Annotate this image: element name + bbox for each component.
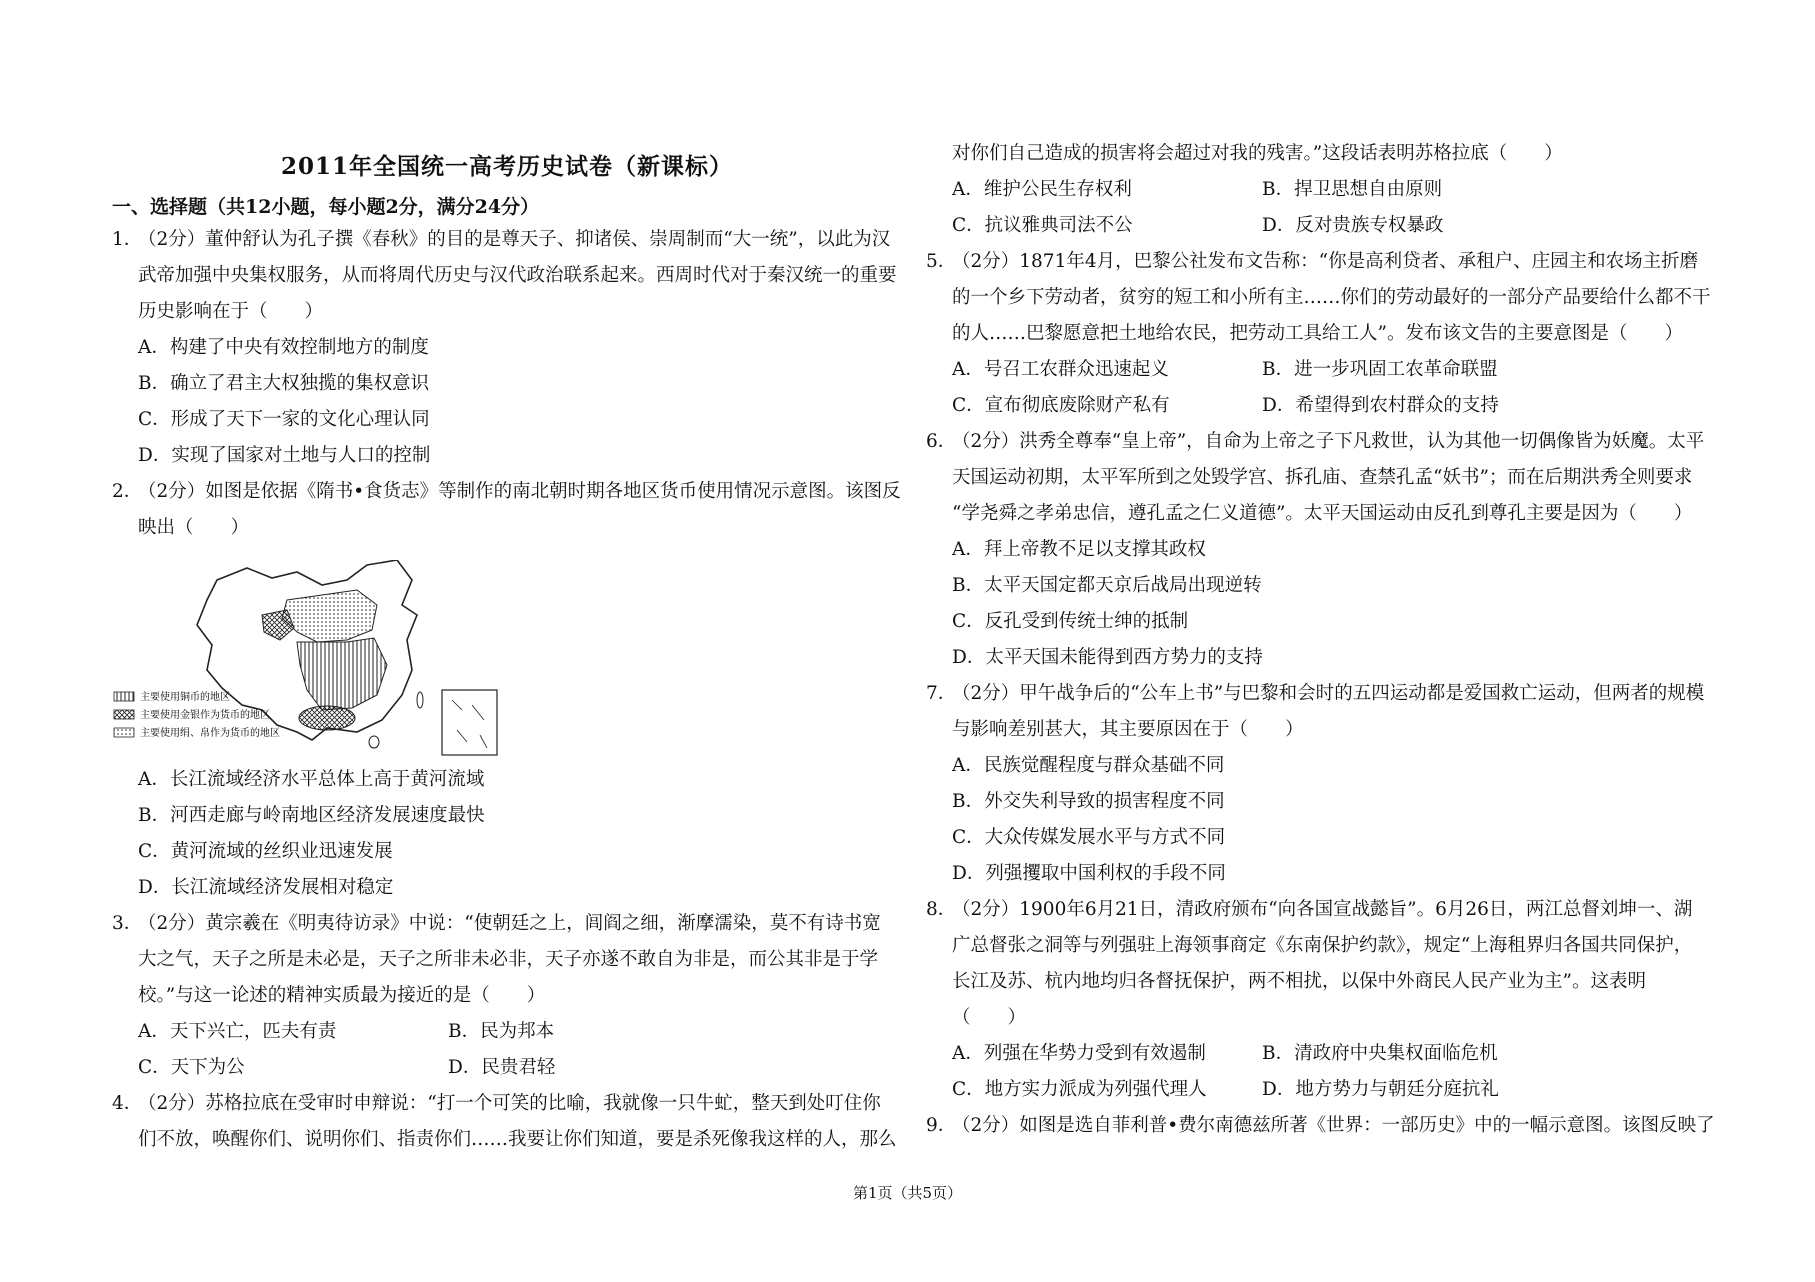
option-a[interactable]: A．列强在华势力受到有效遏制 bbox=[952, 1043, 1206, 1064]
option-d[interactable]: D．列强攫取中国利权的手段不同 bbox=[952, 863, 1226, 884]
option-d[interactable]: D．太平天国未能得到西方势力的支持 bbox=[952, 647, 1263, 668]
option-a[interactable]: A．天下兴亡，匹夫有责 bbox=[138, 1021, 337, 1042]
option-c[interactable]: C．反孔受到传统士绅的抵制 bbox=[952, 611, 1189, 632]
option-a[interactable]: A．构建了中央有效控制地方的制度 bbox=[138, 337, 429, 358]
option-b[interactable]: B．太平天国定都天京后战局出现逆转 bbox=[952, 575, 1262, 596]
question-8 bbox=[926, 892, 1722, 1108]
option-c[interactable]: C．抗议雅典司法不公 bbox=[952, 215, 1133, 236]
legend-silk: 主要使用绢、帛作为货币的地区 bbox=[140, 728, 280, 739]
question-text: 们不放，唤醒你们、说明你们、指责你们……我要让你们知道，要是杀死像我这样的人，那么 bbox=[138, 1129, 897, 1150]
question-text: （ ） bbox=[952, 1007, 1027, 1028]
question-5 bbox=[926, 244, 1722, 424]
south-sea-inset bbox=[442, 690, 497, 755]
question-number: 5． bbox=[926, 251, 957, 272]
question-2-options bbox=[112, 762, 902, 906]
question-text: 长江及苏、杭内地均归各督抚保护，两不相扰，以保中外商民人民产业为主”。这表明 bbox=[952, 971, 1646, 992]
question-7 bbox=[926, 676, 1722, 892]
question-text: （2分）洪秀全尊奉“皇上帝”，自命为上帝之子下凡救世，认为其他一切偶像皆为妖魔。太平 bbox=[952, 431, 1705, 452]
option-b[interactable]: B．外交失利导致的损害程度不同 bbox=[952, 791, 1225, 812]
question-number: 1． bbox=[112, 229, 143, 250]
option-d[interactable]: D．希望得到农村群众的支持 bbox=[1262, 395, 1499, 416]
question-number: 6． bbox=[926, 431, 957, 452]
question-1 bbox=[112, 222, 902, 474]
option-d[interactable]: D．实现了国家对土地与人口的控制 bbox=[138, 445, 431, 466]
question-text: 映出（ ） bbox=[138, 517, 250, 538]
option-a[interactable]: A．长江流域经济水平总体上高于黄河流域 bbox=[138, 769, 485, 790]
question-text: （2分）黄宗羲在《明夷待访录》中说：“使朝廷之上，闾阎之细，渐摩濡染，莫不有诗书宽 bbox=[138, 913, 881, 934]
option-c[interactable]: C．天下为公 bbox=[138, 1057, 245, 1078]
question-number: 9． bbox=[926, 1115, 957, 1136]
question-text: （2分）董仲舒认为孔子撰《春秋》的目的是尊天子、抑诸侯、崇周制而“大一统”，以此为汉 bbox=[138, 229, 891, 250]
page-footer: 第1页（共5页） bbox=[852, 1184, 963, 1202]
question-number: 4． bbox=[112, 1093, 143, 1114]
currency-map-figure bbox=[112, 560, 507, 760]
option-b[interactable]: B．民为邦本 bbox=[448, 1021, 555, 1042]
question-text: （2分）如图是选自菲利普•费尔南德兹所著《世界：一部历史》中的一幅示意图。该图反映了 bbox=[952, 1115, 1715, 1136]
question-text: 校。”与这一论述的精神实质最为接近的是（ ） bbox=[138, 985, 546, 1006]
legend-swatch-gold bbox=[114, 710, 134, 719]
option-c[interactable]: C．大众传媒发展水平与方式不同 bbox=[952, 827, 1226, 848]
option-b[interactable]: B．河西走廊与岭南地区经济发展速度最快 bbox=[138, 805, 485, 826]
option-c[interactable]: C．地方实力派成为列强代理人 bbox=[952, 1079, 1207, 1100]
option-c[interactable]: C．黄河流域的丝织业迅速发展 bbox=[138, 841, 393, 862]
question-text: （2分）苏格拉底在受审时申辩说：“打一个可笑的比喻，我就像一只牛虻，整天到处叮住你 bbox=[138, 1093, 881, 1114]
option-d[interactable]: D．地方势力与朝廷分庭抗礼 bbox=[1262, 1079, 1499, 1100]
legend-copper: 主要使用铜币的地区 bbox=[140, 692, 230, 703]
option-b[interactable]: B．清政府中央集权面临危机 bbox=[1262, 1043, 1498, 1064]
question-text: （2分）如图是依据《隋书•食货志》等制作的南北朝时期各地区货币使用情况示意图。该图反 bbox=[138, 481, 901, 502]
question-6 bbox=[926, 424, 1722, 676]
question-text: 天国运动初期，太平军所到之处毁学宫、拆孔庙、查禁孔孟“妖书”；而在后期洪秀全则要求 bbox=[952, 467, 1693, 488]
question-text: “学尧舜之孝弟忠信，遵孔孟之仁义道德”。太平天国运动由反孔到尊孔主要是因为（ ） bbox=[952, 503, 1693, 524]
island bbox=[417, 692, 423, 708]
question-4-continued bbox=[952, 136, 1722, 244]
question-number: 2． bbox=[112, 481, 143, 502]
option-c[interactable]: C．形成了天下一家的文化心理认同 bbox=[138, 409, 430, 430]
option-a[interactable]: A．号召工农群众迅速起义 bbox=[952, 359, 1169, 380]
question-text: 对你们自己造成的损害将会超过对我的残害。”这段话表明苏格拉底（ ） bbox=[952, 143, 1563, 164]
option-b[interactable]: B．进一步巩固工农革命联盟 bbox=[1262, 359, 1498, 380]
gold-silver-region-south bbox=[299, 706, 355, 730]
section-heading: 一、选择题（共12小题，每小题2分，满分24分） bbox=[112, 196, 540, 218]
option-a[interactable]: A．维护公民生存权利 bbox=[952, 179, 1132, 200]
question-text: 大之气，天子之所是未必是，天子之所非未必非，天子亦遂不敢自为非是，而公其非是于学 bbox=[138, 949, 879, 970]
legend-swatch-silk bbox=[114, 728, 134, 737]
question-9 bbox=[926, 1108, 1722, 1144]
question-number: 8． bbox=[926, 899, 957, 920]
exam-title: 2011年全国统一高考历史试卷（新课标） bbox=[280, 153, 733, 180]
option-b[interactable]: B．捍卫思想自由原则 bbox=[1262, 179, 1443, 200]
legend-gold-silver: 主要使用金银作为货币的地区 bbox=[140, 710, 270, 721]
question-text: （2分）1900年6月21日，清政府颁布“向各国宣战懿旨”。6月26日，两江总督刘坤一、湖 bbox=[952, 899, 1693, 920]
question-number: 7． bbox=[926, 683, 957, 704]
option-a[interactable]: A．民族觉醒程度与群众基础不同 bbox=[952, 755, 1225, 776]
question-text: 的人……巴黎愿意把土地给农民，把劳动工具给工人”。发布该文告的主要意图是（ ） bbox=[952, 323, 1683, 344]
option-d[interactable]: D．反对贵族专权暴政 bbox=[1262, 215, 1444, 236]
question-2 bbox=[112, 474, 902, 546]
option-b[interactable]: B．确立了君主大权独揽的集权意识 bbox=[138, 373, 430, 394]
question-4 bbox=[112, 1086, 902, 1158]
option-a[interactable]: A．拜上帝教不足以支撑其政权 bbox=[952, 539, 1206, 560]
question-number: 3． bbox=[112, 913, 143, 934]
question-3 bbox=[112, 906, 902, 1086]
silk-cloth-region bbox=[282, 590, 377, 642]
question-text: 武帝加强中央集权服务，从而将周代历史与汉代政治联系起来。西周时代对于秦汉统一的重要 bbox=[138, 265, 897, 286]
option-d[interactable]: D．长江流域经济发展相对稳定 bbox=[138, 877, 394, 898]
question-text: 的一个乡下劳动者，贫穷的短工和小所有主……你们的劳动最好的一部分产品要给什么都不干 bbox=[952, 287, 1711, 308]
island bbox=[369, 736, 379, 748]
gold-silver-region-north bbox=[262, 610, 294, 640]
question-text: 与影响差别甚大，其主要原因在于（ ） bbox=[952, 719, 1304, 740]
legend-swatch-copper bbox=[114, 692, 134, 701]
question-text: （2分）1871年4月，巴黎公社发布文告称：“你是高利贷者、承租户、庄园主和农场主折磨 bbox=[952, 251, 1699, 272]
option-d[interactable]: D．民贵君轻 bbox=[448, 1057, 556, 1078]
question-text: 历史影响在于（ ） bbox=[138, 301, 324, 322]
question-text: （2分）甲午战争后的“公车上书”与巴黎和会时的五四运动都是爱国救亡运动，但两者的规模 bbox=[952, 683, 1705, 704]
question-text: 广总督张之洞等与列强驻上海领事商定《东南保护约款》，规定“上海租界归各国共同保护， bbox=[952, 935, 1693, 956]
option-c[interactable]: C．宣布彻底废除财产私有 bbox=[952, 395, 1170, 416]
copper-region bbox=[297, 638, 387, 710]
